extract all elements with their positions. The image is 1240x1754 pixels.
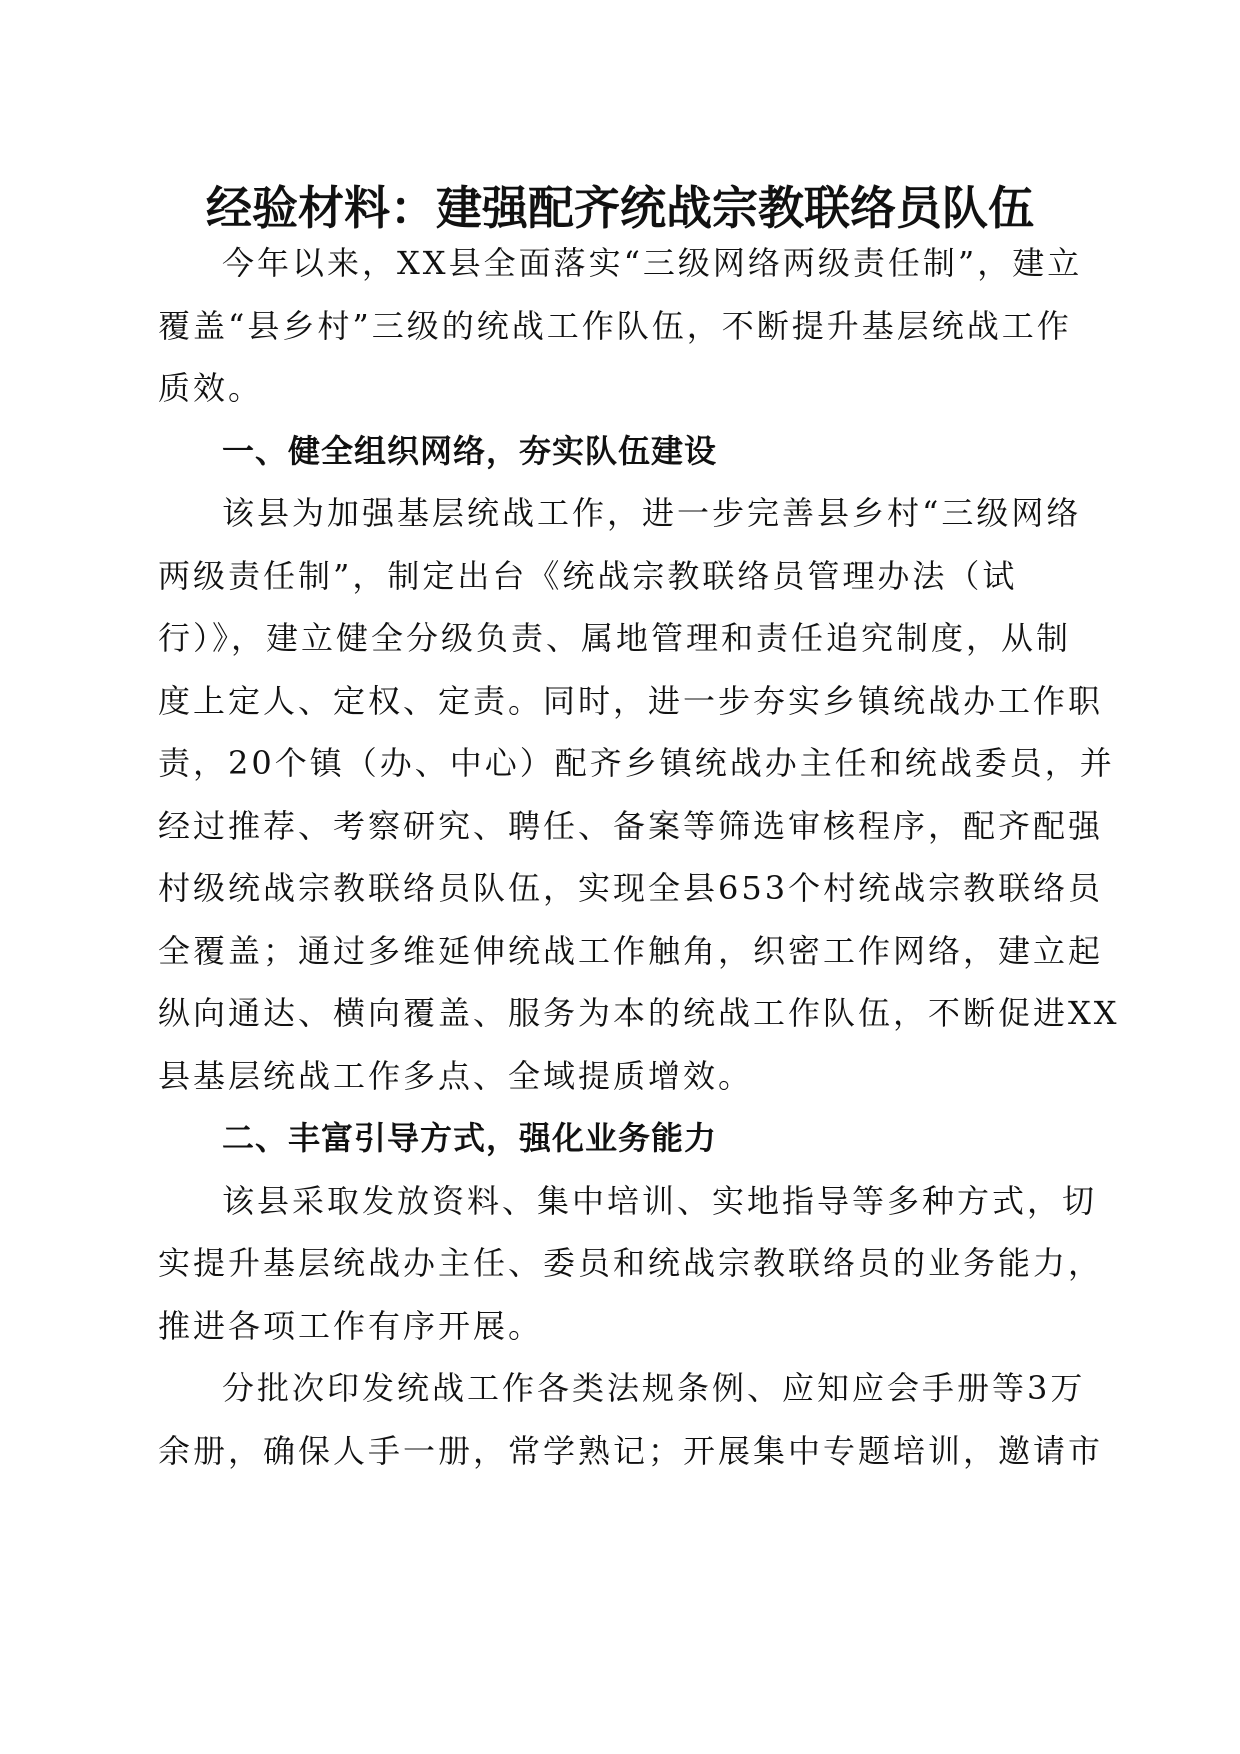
paragraph-2-line-9: 纵向通达、横向覆盖、服务为本的统战工作队伍，不断促进XX: [158, 994, 1120, 1032]
paragraph-3-line-3: 推进各项工作有序开展。: [158, 1307, 544, 1345]
paragraph-2-line-5: 责，20个镇（办、中心）配齐乡镇统战办主任和统战委员，并: [158, 744, 1115, 782]
paragraph-3-line-1: 该县采取发放资料、集中培训、实地指导等多种方式，切: [222, 1182, 1098, 1220]
section-heading-1: 一、健全组织网络，夯实队伍建设: [222, 432, 718, 470]
paragraph-1-line-3: 质效。: [158, 369, 264, 407]
paragraph-2-line-2: 两级责任制”，制定出台《统战宗教联络员管理办法（试: [158, 557, 1018, 595]
paragraph-3-line-2: 实提升基层统战办主任、委员和统战宗教联络员的业务能力，: [158, 1244, 1104, 1282]
paragraph-4-line-2: 余册，确保人手一册，常学熟记；开展集中专题培训，邀请市: [158, 1432, 1104, 1470]
paragraph-2-line-4: 度上定人、定权、定责。同时，进一步夯实乡镇统战办工作职: [158, 682, 1104, 720]
paragraph-2-line-7: 村级统战宗教联络员队伍，实现全县653个村统战宗教联络员: [158, 869, 1104, 907]
paragraph-4-line-1: 分批次印发统战工作各类法规条例、应知应会手册等3万: [222, 1369, 1086, 1407]
document-title: 经验材料：建强配齐统战宗教联络员队伍: [206, 181, 1034, 235]
paragraph-1-line-2: 覆盖“县乡村”三级的统战工作队伍，不断提升基层统战工作: [158, 307, 1072, 345]
paragraph-2-line-3: 行）》，建立健全分级负责、属地管理和责任追究制度，从制: [158, 619, 1072, 657]
paragraph-1-line-1: 今年以来，XX县全面落实“三级网络两级责任制”，建立: [222, 244, 1083, 282]
paragraph-2-line-6: 经过推荐、考察研究、聘任、备案等筛选审核程序，配齐配强: [158, 807, 1104, 845]
paragraph-2-line-10: 县基层统战工作多点、全域提质增效。: [158, 1057, 754, 1095]
paragraph-2-line-8: 全覆盖；通过多维延伸统战工作触角，织密工作网络，建立起: [158, 932, 1104, 970]
paragraph-2-line-1: 该县为加强基层统战工作，进一步完善县乡村“三级网络: [222, 494, 1082, 532]
section-heading-2: 二、丰富引导方式，强化业务能力: [222, 1119, 718, 1157]
